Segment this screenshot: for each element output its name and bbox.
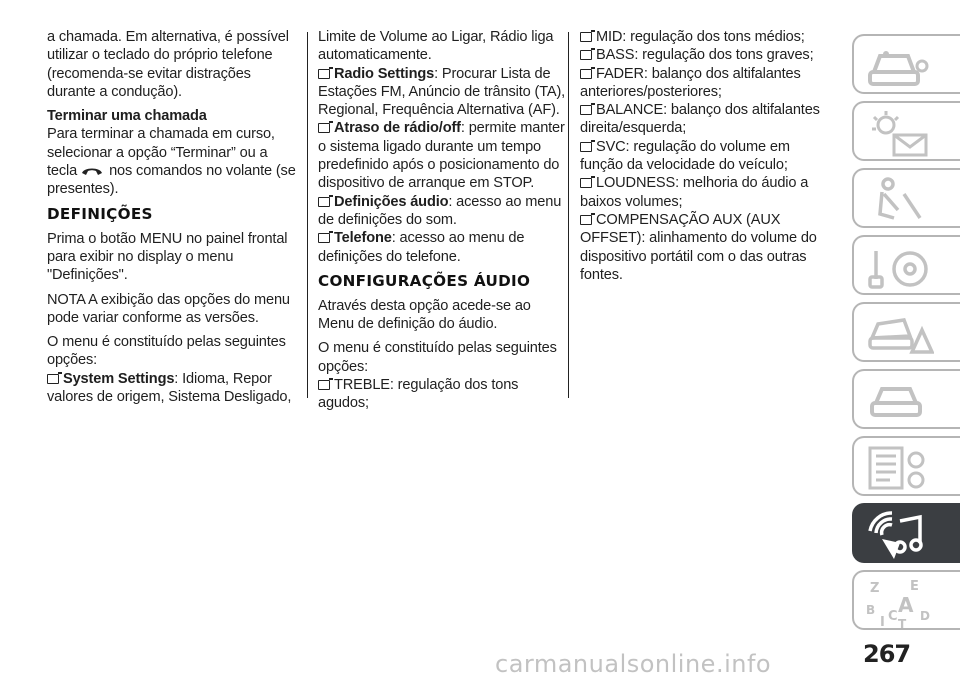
paragraph: Limite de Volume ao Ligar, Rádio liga automaticamente.: [318, 29, 554, 64]
list-item: TREBLE: regulação dos tons agudos;: [318, 377, 519, 412]
chapter-tab-warning-lights[interactable]: [852, 101, 960, 161]
index-letter: E: [910, 579, 919, 594]
car-maintenance-icon: [864, 375, 934, 427]
bullet-icon: [318, 233, 330, 243]
multimedia-icon: [864, 509, 934, 561]
bullet-icon: [580, 105, 592, 115]
list-item: Atraso de rádio/off: permite manter o sistema ligado durante um tempo predefinido após o posicionamento do dispositivo de arranque em STOP.: [318, 120, 565, 192]
list-item: BASS: regulação dos tons graves;: [580, 46, 832, 64]
hang-up-phone-icon: [81, 166, 103, 176]
bullet-icon: [318, 69, 330, 79]
bullet-icon: [318, 197, 330, 207]
technical-data-icon: [864, 442, 934, 494]
bullet-icon: [47, 374, 59, 384]
bullet-icon: [580, 50, 592, 60]
key-steering-wheel-icon: [864, 241, 934, 293]
section-heading-settings: DEFINIÇÕES: [47, 204, 153, 223]
paragraph: Através desta opção acede-se ao Menu de definição do áudio.: [318, 297, 531, 333]
chapter-tab-safety[interactable]: [852, 168, 960, 228]
note-paragraph: NOTA A exibição das opções do menu pode variar conforme as versões.: [47, 291, 290, 326]
list-item: System Settings: Idioma, Repor valores de origem, Sistema Desligado,: [47, 370, 292, 406]
list-item: FADER: balanço dos altifalantes anteriores/posteriores;: [580, 65, 801, 100]
chapter-tab-multimedia[interactable]: [852, 503, 960, 563]
chapter-tab-index[interactable]: [852, 570, 960, 630]
paragraph: O menu é constituído pelas seguintes opções:: [318, 340, 557, 375]
bullet-icon: [318, 380, 330, 390]
paragraph: Para terminar a chamada em curso, selecionar a opção “Terminar” ou a tecla nos comandos no volante (se presentes).: [47, 126, 296, 198]
watermark: carmanualsonline.info: [495, 650, 772, 678]
car-breakdown-icon: [864, 308, 934, 360]
index-letter: D: [920, 609, 930, 623]
chapter-tab-emergency[interactable]: [852, 302, 960, 362]
list-item: Definições áudio: acesso ao menu de definições do som.: [318, 193, 562, 228]
index-letter: B: [866, 603, 876, 617]
car-dashboard-icon: [864, 40, 934, 92]
index-letter: Z: [870, 581, 880, 596]
list-item: BALANCE: balanço dos altifalantes direita/esquerda;: [580, 102, 820, 137]
bullet-icon: [580, 142, 592, 152]
index-letter: T: [898, 617, 907, 628]
index-letter: A: [898, 593, 914, 617]
list-item: SVC: regulação do volume em função da velocidade do veículo;: [580, 138, 790, 174]
list-item: Telefone: acesso ao menu de definições do telefone.: [318, 230, 525, 265]
airbag-seatbelt-icon: [864, 174, 934, 226]
index-letter: C: [888, 609, 898, 624]
list-item: MID: regulação dos tons médios;: [580, 28, 832, 46]
text-column-3: [580, 28, 832, 284]
paragraph: a chamada. Em alternativa, é possível utilizar o teclado do próprio telefone (recomenda-se evitar distrações durante a condução).: [47, 29, 289, 100]
paragraph: Prima o botão MENU no painel frontal para exibir no display o menu "Definições".: [47, 230, 288, 284]
bullet-icon: [318, 123, 330, 133]
bullet-icon: [580, 32, 592, 42]
column-divider: [307, 32, 308, 398]
section-heading-audio: CONFIGURAÇÕES ÁUDIO: [318, 271, 531, 290]
sub-heading-end-call: Terminar uma chamada: [47, 108, 207, 125]
bullet-icon: [580, 69, 592, 79]
chapter-tab-technical-data[interactable]: [852, 436, 960, 496]
list-item: Radio Settings: Procurar Lista de Estações FM, Anúncio de trânsito (TA), Regional, Frequência Alternativa (AF).: [318, 65, 566, 119]
text-column-1: [47, 28, 299, 406]
paragraph: O menu é constituído pelas seguintes opções:: [47, 334, 286, 369]
index-letter: I: [880, 615, 885, 628]
text-column-2: [318, 28, 570, 413]
alphabetical-index-icon: [864, 576, 934, 628]
list-item: LOUDNESS: melhoria do áudio a baixos volumes;: [580, 175, 809, 210]
chapter-tab-starting-driving[interactable]: [852, 235, 960, 295]
chapter-tab-maintenance[interactable]: [852, 369, 960, 429]
page-number: 267: [863, 640, 911, 668]
warning-lights-icon: [864, 107, 934, 159]
list-item: COMPENSAÇÃO AUX (AUX OFFSET): alinhamento do volume do dispositivo portátil com o das outras fontes.: [580, 211, 817, 283]
bullet-icon: [580, 215, 592, 225]
chapter-tab-dashboard[interactable]: [852, 34, 960, 94]
bullet-icon: [580, 178, 592, 188]
